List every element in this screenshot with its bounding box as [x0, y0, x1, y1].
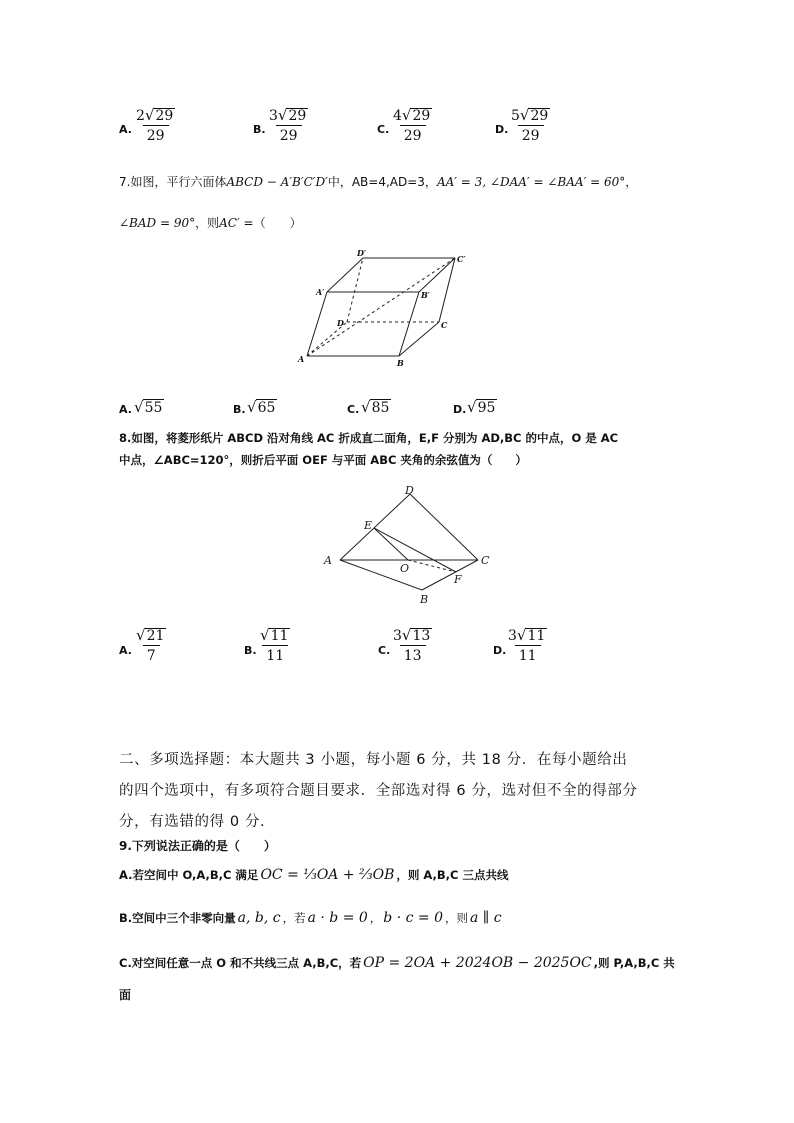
diagonal-ac1	[307, 258, 455, 356]
q6-option-a-value: 2 √ 29 29	[136, 106, 174, 144]
q9-option-c-line2: 面	[119, 988, 132, 1002]
label-d1: D′	[357, 248, 367, 258]
segment-ad	[340, 494, 410, 560]
q7-option-b-label: B.	[233, 403, 246, 416]
q9-option-a-math: OC = ⅓OA + ⅔OB	[260, 867, 395, 883]
section-2-line2: 的四个选项中，有多项符合题目要求．全部选对得 6 分，选对但不全的得部分	[119, 783, 638, 799]
label-a1: A′	[316, 287, 325, 297]
q8-option-c-value: 3 √ 13 13	[393, 626, 431, 664]
q8-option-a-value: √ 21 7	[136, 626, 165, 664]
q9-option-c-suffix: ,则 P,A,B,C 共	[593, 956, 675, 970]
q7-option-d-value: √ 95	[467, 398, 496, 416]
q7-prefix: 7.如图，平行六面体	[119, 175, 227, 189]
q8-folded-rhombus-figure	[320, 482, 500, 608]
q9-option-b-prefix: B.空间中三个非零向量	[119, 911, 236, 925]
q9-option-b-cond1: a · b = 0	[307, 910, 368, 926]
label-c1: C′	[457, 254, 466, 264]
q9-option-c-math: OP = 2OA + 2024OB − 2025OC	[363, 955, 592, 971]
q6-option-c-value: 4 √ 29 29	[393, 106, 431, 144]
q7-angles: AA′ = 3, ∠DAA′ = ∠BAA′ = 60°	[436, 175, 626, 189]
segment-bc	[422, 560, 478, 590]
label-a: A	[324, 554, 332, 567]
q9-option-c	[119, 955, 675, 971]
segment-ab	[340, 560, 422, 590]
q7-stem-line1	[119, 173, 637, 190]
section-2-line3: 分，有选错的得 0 分.	[119, 814, 266, 830]
q7-given: 中，AB=4,AD=3，	[327, 175, 437, 189]
edge-d1a1	[327, 258, 363, 292]
q8-option-a-label: A.	[119, 644, 132, 657]
q9-option-b-if: ，若	[282, 911, 306, 925]
q8-option-b-label: B.	[244, 644, 257, 657]
q9-option-b-vectors: a, b, c	[237, 910, 281, 926]
q8-option-d-value: 3 √ 11 11	[508, 626, 546, 664]
q6-option-a-label: A.	[119, 123, 132, 136]
segment-ef	[374, 528, 456, 572]
q9-option-b-comma: ，	[369, 911, 382, 925]
label-c: C	[441, 320, 448, 330]
label-e: E	[364, 519, 373, 532]
label-d: D	[337, 318, 344, 328]
q7-stem-line2	[119, 214, 302, 231]
q7-solid-name: ABCD − A′B′C′D′	[226, 175, 328, 189]
q7-option-a-label: A.	[119, 403, 132, 416]
q6-option-b-label: B.	[253, 123, 266, 136]
edge-bb1	[399, 292, 419, 356]
q7-option-d-label: D.	[453, 403, 467, 416]
q7-parallelepiped-figure	[295, 246, 475, 370]
q7-option-a-value: √ 55	[134, 398, 163, 416]
label-c: C	[481, 554, 490, 567]
edge-dd1	[347, 258, 363, 322]
q9-option-b	[119, 910, 504, 926]
label-f: F	[454, 573, 462, 586]
label-a: A	[298, 354, 305, 364]
q6-option-b-value: 3 √ 29 29	[269, 106, 307, 144]
segment-dc	[410, 494, 478, 560]
q8-stem-line2: 中点，∠ABC=120°，则折后平面 OEF 与平面 ABC 夹角的余弦值为（ ）	[119, 453, 527, 467]
q7-blank: （ ）	[253, 216, 302, 230]
label-o: O	[400, 562, 410, 575]
q7-angle-bad: ∠BAD = 90°	[119, 216, 196, 230]
section-2-line1: 二、多项选择题：本大题共 3 小题，每小题 6 分，共 18 分．在每小题给出	[119, 752, 628, 768]
q6-option-d-value: 5 √ 29 29	[511, 106, 549, 144]
label-b: B	[420, 593, 429, 606]
q7-option-c-label: C.	[347, 403, 360, 416]
edge-b1c1	[419, 258, 455, 292]
segment-of	[408, 560, 456, 572]
q7-option-c-value: √ 85	[361, 398, 390, 416]
q9-option-a	[119, 867, 508, 883]
q8-option-c-label: C.	[378, 644, 391, 657]
q7-then: ，则	[195, 216, 220, 230]
edge-cc1	[439, 258, 455, 322]
edge-bc	[399, 322, 439, 356]
q8-option-b-value: √ 11 11	[260, 626, 289, 664]
q9-option-c-prefix: C.对空间任意一点 O 和不共线三点 A,B,C，若	[119, 956, 362, 970]
q9-option-b-cond2: b · c = 0	[383, 910, 443, 926]
q6-option-c-label: C.	[377, 123, 390, 136]
q7-comma: ，	[625, 175, 638, 189]
q7-ask: AC′ =	[219, 216, 254, 230]
q9-option-a-suffix: ，则 A,B,C 三点共线	[396, 868, 509, 882]
edge-aa1	[307, 292, 327, 356]
q8-stem-line1: 8.如图，将菱形纸片 ABCD 沿对角线 AC 折成直二面角，E,F 分别为 AD,BC 的中点，O 是 AC	[119, 431, 619, 445]
label-d: D	[405, 484, 414, 497]
q8-option-d-label: D.	[493, 644, 507, 657]
label-b: B	[397, 358, 404, 368]
q9-option-b-conclusion: a ∥ c	[470, 910, 502, 926]
q7-option-b-value: √ 65	[247, 398, 276, 416]
q9-stem: 9.下列说法正确的是（ ）	[119, 839, 276, 853]
q9-option-a-prefix: A.若空间中 O,A,B,C 满足	[119, 868, 259, 882]
q6-option-d-label: D.	[495, 123, 509, 136]
label-b1: B′	[421, 290, 430, 300]
q9-option-b-then: ，则	[445, 911, 468, 925]
